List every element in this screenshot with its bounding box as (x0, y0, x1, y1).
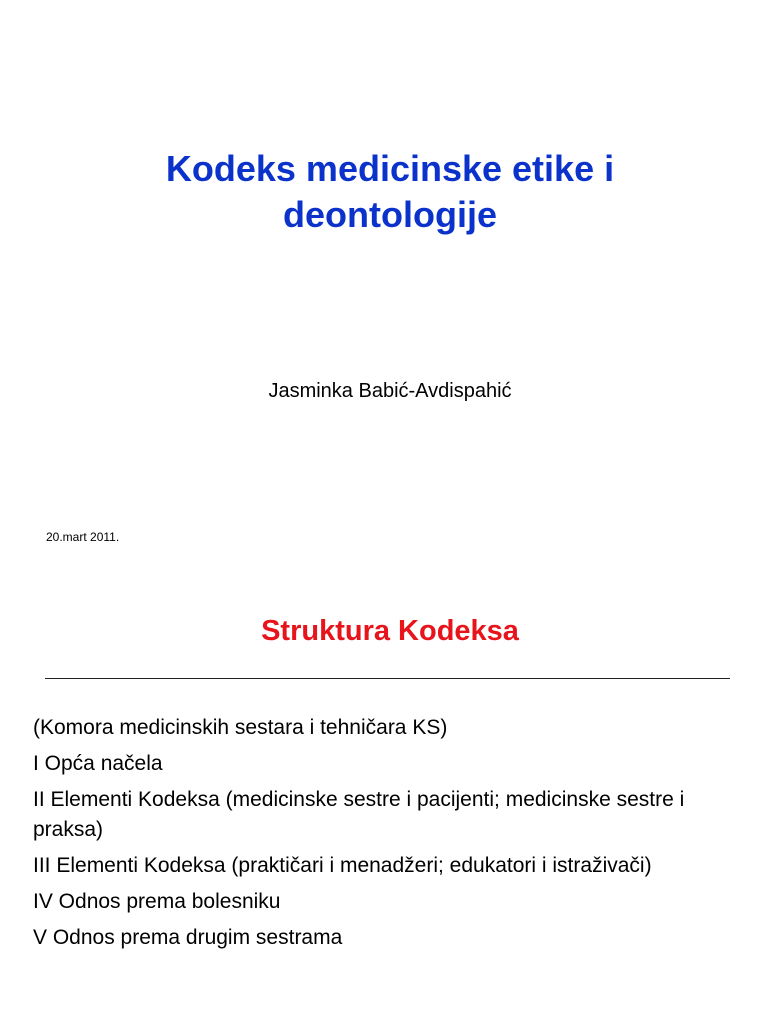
slide-heading: Struktura Kodeksa (261, 615, 519, 647)
structure-slide (0, 580, 768, 1024)
heading-divider (45, 678, 730, 679)
list-item: II Elementi Kodeksa (medicinske sestre i pacijenti; medicinske sestre i praksa) (33, 788, 685, 841)
list-item: (Komora medicinskih sestara i tehničara KS) (33, 716, 448, 739)
list-item: IV Odnos prema bolesniku (33, 890, 281, 913)
author-name: Jasminka Babić-Avdispahić (268, 380, 512, 402)
slide-title: Kodeks medicinske etike i deontologije (165, 148, 615, 235)
presentation-date: 20.mart 2011. (46, 530, 120, 544)
list-item: V Odnos prema drugim sestrama (33, 926, 343, 949)
list-item: III Elementi Kodeksa (praktičari i menadžeri; edukatori i istraživači) (33, 854, 652, 877)
list-item: I Opća načela (33, 752, 163, 775)
structure-list (33, 713, 733, 959)
